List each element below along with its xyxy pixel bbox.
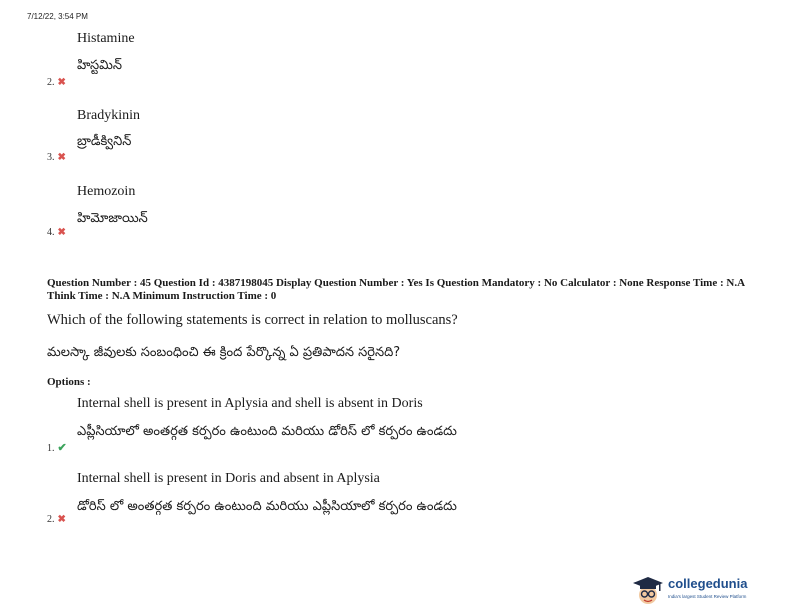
option-4-english: Hemozoin — [77, 184, 136, 199]
answer-option-2-english: Internal shell is present in Doris and absent in Aplysia — [77, 471, 380, 486]
option-3-english: Bradykinin — [77, 108, 140, 123]
cross-icon: ✖ — [57, 152, 66, 163]
option-number: 1. — [47, 443, 55, 454]
option-2-english: Histamine — [77, 31, 135, 46]
question-text-english: Which of the following statements is correct in relation to molluscans? — [47, 312, 458, 328]
graduate-mascot-icon — [632, 574, 664, 606]
cross-icon: ✖ — [57, 227, 66, 238]
option-number: 2. — [47, 514, 55, 525]
option-4-telugu: హిమోజాయిన్ — [77, 211, 148, 226]
question-text-telugu: మలస్కా జీవులకు సంబంధించి ఈ క్రింద పేర్కొన్న ఏ ప్రతిపాదన సరైనది? — [47, 345, 401, 360]
logo-tagline: India's largest Student Review Platform — [668, 594, 747, 599]
options-label: Options : — [47, 376, 91, 388]
answer-option-1-marker — [47, 441, 67, 454]
option-number: 3. — [47, 152, 55, 163]
answer-option-2-telugu: డోరిస్ లో అంతర్గత కర్పరం ఉంటుంది మరియు ఎప్లీసియాలో కర్పరం ఉండదు — [77, 499, 457, 514]
option-number: 4. — [47, 227, 55, 238]
option-3-telugu: బ్రాడీక్వినిన్ — [77, 134, 132, 149]
option-2-telugu: హిస్టమిన్ — [77, 58, 123, 73]
answer-option-2-marker — [47, 514, 66, 525]
option-4-marker — [47, 227, 66, 238]
cross-icon: ✖ — [57, 77, 66, 88]
logo-wordmark: collegedunia — [668, 576, 748, 591]
print-timestamp: 7/12/22, 3:54 PM — [27, 12, 88, 21]
cross-icon: ✖ — [57, 514, 66, 525]
check-icon: ✔ — [57, 442, 67, 454]
option-2-marker — [47, 77, 66, 88]
option-number: 2. — [47, 77, 55, 88]
collegedunia-logo — [632, 572, 784, 608]
question-metadata: Question Number : 45 Question Id : 4387198045 Display Question Number : Yes Is Question Mandatory : No Calculator : None Response Time : N.A Think Time : N.A Minimum Instruction Time : 0 — [47, 277, 745, 302]
answer-option-1-telugu: ఎప్లీసియాలో అంతర్గత కర్పరం ఉంటుంది మరియు డోరిస్ లో కర్పరం ఉండదు — [77, 424, 457, 439]
option-3-marker — [47, 152, 66, 163]
answer-option-1-english: Internal shell is present in Aplysia and shell is absent in Doris — [77, 396, 423, 411]
